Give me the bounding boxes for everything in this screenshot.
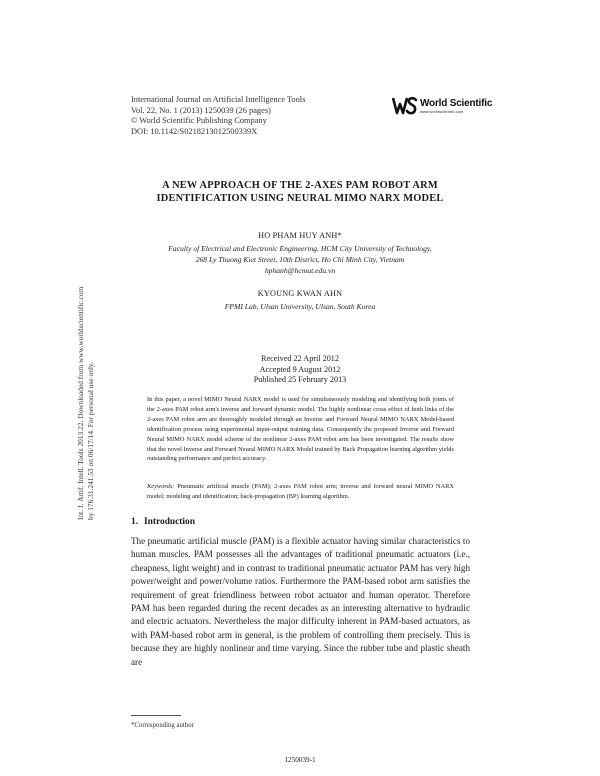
keywords bbox=[147, 482, 454, 502]
accepted-date: Accepted 9 August 2012 bbox=[259, 364, 341, 374]
journal-name: International Journal on Artificial Intelligence Tools bbox=[131, 95, 306, 104]
publisher-name: World Scientific bbox=[420, 98, 493, 109]
affiliation-line: 268 Ly Thuong Kiet Street, 10th District, Ho Chi Minh City, Vietnam bbox=[195, 255, 405, 264]
journal-doi: DOI: 10.1142/S0218213012500339X bbox=[131, 126, 258, 136]
section-heading bbox=[131, 517, 201, 527]
intro-paragraph: The pneumatic artificial muscle (PAM) is a flexible actuator having similar characteristics to human muscles. PAM possesses all the advantages of traditional pneumatic actuators (i.e., cheapness, light weight) and in contrast to traditional pneumatic actuator PAM has very high power/weight and power/volume ratios. Furthermore the PAM-based robot arm satisfies the requirement of great friendliness between robot actuator and human operator. Therefore PAM has been regarded during the recent decades as an interesting alternative to hydraulic and electric actuators. Nevertheless the major difficulty inherent in PAM-based actuators, as with PAM-based robot arm in general, is the problem of controlling them precisely. This is because they are highly nonlinear and time varying. Since the rubber tube and plastic sheath are bbox=[131, 536, 470, 667]
author-affiliation bbox=[0, 301, 600, 312]
section-number: 1. bbox=[131, 517, 139, 527]
paper-title bbox=[0, 179, 600, 205]
download-note-line1: Int. J. Artif. Intell. Tools 2013.22. Downloaded from www.worldscientific.com bbox=[76, 286, 85, 520]
footnote: *Corresponding author bbox=[131, 722, 194, 729]
author-email: hphanh@hcmut.edu.vn bbox=[264, 266, 336, 275]
footnote-rule bbox=[131, 715, 181, 716]
received-date: Received 22 April 2012 bbox=[261, 354, 339, 363]
published-date: Published 25 February 2013 bbox=[253, 375, 347, 384]
publisher-logo bbox=[392, 95, 493, 117]
abstract: In this paper, a novel MIMO Neural NARX model is used for simultaneously modeling and identifying both joints of the 2-axes PAM robot arm's inverse and forward dynamic model. The highly nonlinear cross effect of both links of the 2-axes PAM robot arm are thoroughly modeled through an Inverse and Forward Neural MIMO NARX Model-based identification process using experimental input-output training data. Consequently the proposed Inverse and Forward Neural MIMO NARX model scheme of the nonlinear 2-axes PAM robot arm has been investigated. The results show that the novel Inverse and Forward Neural MIMO NARX Model trained by Back Propagation learning algorithm yields outstanding performance and perfect accuracy. bbox=[147, 396, 454, 463]
publisher-tagline: www.worldscientific.com bbox=[420, 109, 464, 114]
publication-dates bbox=[0, 354, 600, 386]
author-name: KYOUNG KWAN AHN bbox=[257, 289, 343, 298]
paper-title-line2: IDENTIFICATION USING NEURAL MIMO NARX MODEL bbox=[156, 193, 444, 204]
journal-copyright: © World Scientific Publishing Company bbox=[131, 116, 267, 125]
keywords-text: Pneumatic artificial muscle (PAM); 2-axes PAM robot arm; inverse and forward neural MIMO NARX model; modeling and identification; back-propagation (BP) learning algorithm. bbox=[147, 483, 454, 500]
download-note-line2: by 176.31.241.53 on 06/17/14. For personal use only. bbox=[86, 362, 95, 520]
section-title: Introduction bbox=[144, 517, 195, 527]
page-number: 1250039-1 bbox=[284, 756, 316, 764]
author-affiliation bbox=[0, 243, 600, 276]
keywords-label: Keywords: bbox=[147, 483, 175, 490]
paper-title-line1: A NEW APPROACH OF THE 2-AXES PAM ROBOT ARM bbox=[162, 180, 438, 191]
journal-volume: Vol. 22, No. 1 (2013) 1250039 (26 pages) bbox=[131, 105, 271, 115]
author-name: HO PHAM HUY ANH* bbox=[258, 231, 342, 240]
world-scientific-logo-icon bbox=[392, 95, 418, 117]
affiliation-line: FPMI Lab, Ulsan University, Ulsan, South Korea bbox=[224, 302, 376, 311]
affiliation-line: Faculty of Electrical and Electronic Engineering, HCM City University of Technology, bbox=[168, 244, 432, 253]
journal-header bbox=[131, 95, 305, 137]
